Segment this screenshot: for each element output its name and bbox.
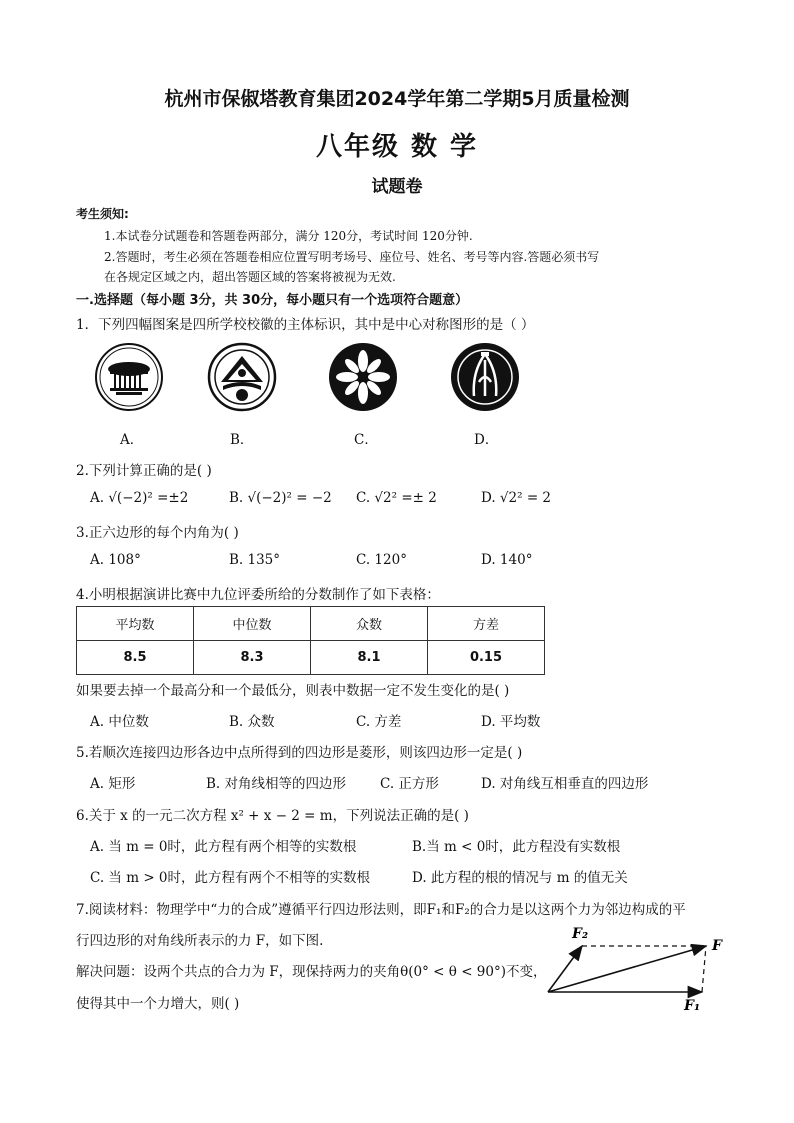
question-6-option-c: C. 当 m > 0时，此方程有两个不相等的实数根 (90, 870, 371, 886)
question-7-line-4: 使得其中一个力增大，则( ) (76, 996, 240, 1012)
dashed-edge-right (702, 946, 706, 992)
table-row (77, 641, 545, 675)
table-header-row (77, 607, 545, 641)
notice-line-3: 在各规定区域之内，超出答题区域的答案将被视为无效. (104, 270, 396, 284)
question-3-option-c: C. 120° (356, 552, 407, 568)
label-f1: F₁ (684, 998, 701, 1012)
question-4-option-a: A. 中位数 (90, 714, 149, 730)
question-4-option-c: C. 方差 (356, 714, 402, 730)
question-2-option-a: A. √(−2)² =±2 (90, 490, 189, 506)
question-2-option-b: B. √(−2)² = −2 (229, 490, 332, 506)
question-2-stem: 2.下列计算正确的是( ) (76, 463, 212, 479)
table-header-cell: 中位数 (194, 607, 311, 641)
table-header-cell: 众数 (311, 607, 428, 641)
question-6-option-d: D. 此方程的根的情况与 m 的值无关 (412, 870, 628, 886)
question-1-option-c: C． (354, 432, 378, 448)
question-5-stem: 5.若顺次连接四边形各边中点所得到的四边形是菱形，则该四边形一定是( ) (76, 745, 523, 761)
force-f2-arrow (548, 946, 582, 992)
score-stats-table (76, 606, 545, 675)
notice-heading: 考生须知: (76, 207, 129, 221)
table-cell: 0.15 (428, 641, 545, 675)
school-logo-d (450, 342, 520, 412)
question-2-option-d: D. √2² = 2 (481, 490, 552, 506)
question-2-option-c: C. √2² =± 2 (356, 490, 437, 506)
question-3-stem: 3.正六边形的每个内角为( ) (76, 525, 239, 541)
force-parallelogram-diagram (540, 922, 740, 1012)
table-header-cell: 方差 (428, 607, 545, 641)
question-1-option-a: A． (120, 432, 144, 448)
question-5-option-a: A. 矩形 (90, 776, 136, 792)
question-7-line-3: 解决问题：设两个共点的合力为 F，现保持两力的夹角θ(0° < θ < 90°)不变， (76, 964, 547, 980)
exam-title: 杭州市保俶塔教育集团2024学年第二学期5月质量检测 (164, 88, 630, 110)
question-6-stem: 6.关于 x 的一元二次方程 x² + x − 2 = m，下列说法正确的是( ) (76, 808, 469, 824)
question-7-line-2: 行四边形的对角线所表示的力 F，如下图. (76, 933, 324, 949)
resultant-f-arrow (548, 946, 706, 992)
question-4-option-d: D. 平均数 (481, 714, 541, 730)
question-4-stem: 4.小明根据演讲比赛中九位评委所给的分数制作了如下表格： (76, 587, 440, 603)
question-7-line-1: 7.阅读材料：物理学中“力的合成”遵循平行四边形法则，即F₁和F₂的合力是以这两个力为邻边构成的平 (76, 902, 686, 918)
question-6-option-a: A. 当 m = 0时，此方程有两个相等的实数根 (90, 839, 357, 855)
question-1-stem: 1．下列四幅图案是四所学校校徽的主体标识，其中是中心对称图形的是（ ） (76, 317, 535, 333)
label-f2: F₂ (572, 926, 589, 942)
school-logo-c (328, 342, 398, 412)
question-6-option-b: B.当 m < 0时，此方程没有实数根 (412, 839, 621, 855)
notice-line-2: 2.答题时，考生必须在答题卷相应位置写明考场号、座位号、姓名、考号等内容.答题必须书写 (104, 250, 600, 264)
question-4-option-b: B. 众数 (229, 714, 275, 730)
question-3-option-b: B. 135° (229, 552, 281, 568)
label-f: F (712, 938, 722, 954)
table-cell: 8.1 (311, 641, 428, 675)
subject-title: 八年级 数 学 (315, 132, 479, 162)
question-1-option-d: D． (474, 432, 499, 448)
question-3-option-a: A. 108° (90, 552, 141, 568)
question-3-option-d: D. 140° (481, 552, 533, 568)
question-5-option-c: C. 正方形 (380, 776, 439, 792)
table-header-cell: 平均数 (77, 607, 194, 641)
question-4-question: 如果要去掉一个最高分和一个最低分，则表中数据一定不发生变化的是( ) (76, 683, 510, 699)
school-logo-b (207, 342, 277, 412)
question-5-option-b: B. 对角线相等的四边形 (206, 776, 347, 792)
notice-line-1: 1.本试卷分试题卷和答题卷两部分，满分 120分，考试时间 120分钟. (104, 229, 473, 243)
table-cell: 8.5 (77, 641, 194, 675)
paper-title: 试题卷 (371, 177, 423, 197)
question-1-option-b: B． (230, 432, 254, 448)
question-5-option-d: D. 对角线互相垂直的四边形 (481, 776, 649, 792)
table-cell: 8.3 (194, 641, 311, 675)
school-logo-a (94, 342, 164, 412)
section-heading: 一.选择题（每小题 3分，共 30分，每小题只有一个选项符合题意） (76, 293, 469, 308)
